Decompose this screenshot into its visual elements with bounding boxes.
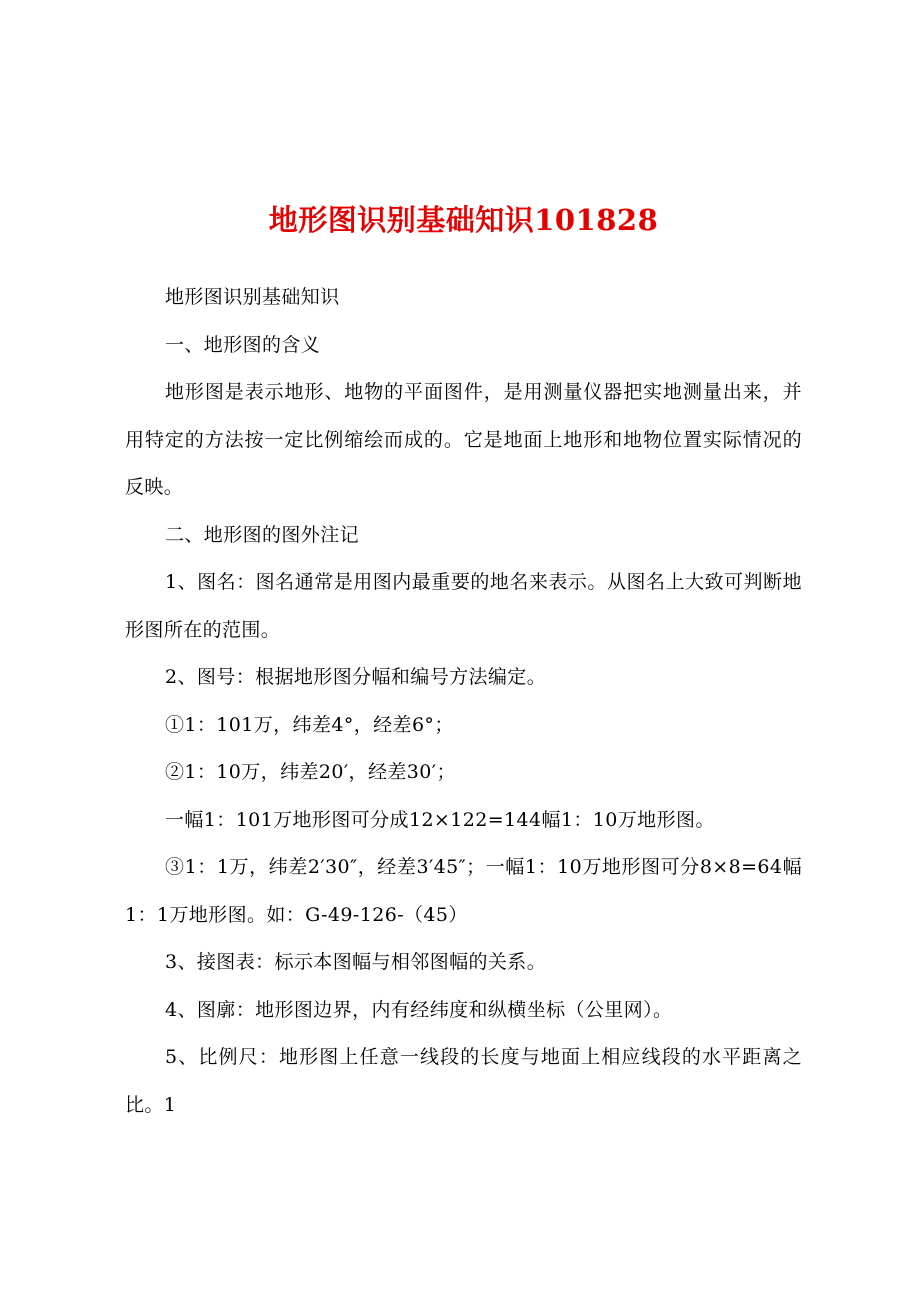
paragraph: 地形图是表示地形、地物的平面图件，是用测量仪器把实地测量出来，并用特定的方法按一定比例缩绘而成的。它是地面上地形和地物位置实际情况的反映。: [125, 381, 802, 498]
paragraph: ②1：10万，纬差20′，经差30′；: [165, 761, 456, 783]
paragraph: 3、接图表：标示本图幅与相邻图幅的关系。: [165, 951, 547, 973]
paragraph: 2、图号：根据地形图分幅和编号方法编定。: [165, 666, 547, 688]
paragraph: 二、地形图的图外注记: [165, 523, 360, 546]
paragraph: 一幅1：101万地形图可分成12×122=144幅1：10万地形图。: [165, 808, 715, 831]
paragraph: ③1：1万，纬差2′30″，经差3′45″；一幅1：10万地形图可分8×8=64幅1：1万地形图。如：G-49-126-（45）: [125, 856, 802, 926]
paragraph: 1、图名：图名通常是用图内最重要的地名来表示。从图名上大致可判断地形图所在的范围。: [125, 571, 802, 641]
paragraph: 5、比例尺：地形图上任意一线段的长度与地面上相应线段的水平距离之比。1: [125, 1046, 802, 1116]
paragraph: 地形图识别基础知识: [165, 286, 340, 308]
document-title: 地形图识别基础知识101828: [268, 203, 659, 237]
paragraph: 4、图廓：地形图边界，内有经纬度和纵横坐标（公里网）。: [165, 998, 673, 1021]
paragraph: ①1：101万，纬差4°，经差6°；: [165, 713, 454, 736]
paragraph: 一、地形图的含义: [165, 333, 321, 356]
document-body: [125, 274, 802, 1129]
